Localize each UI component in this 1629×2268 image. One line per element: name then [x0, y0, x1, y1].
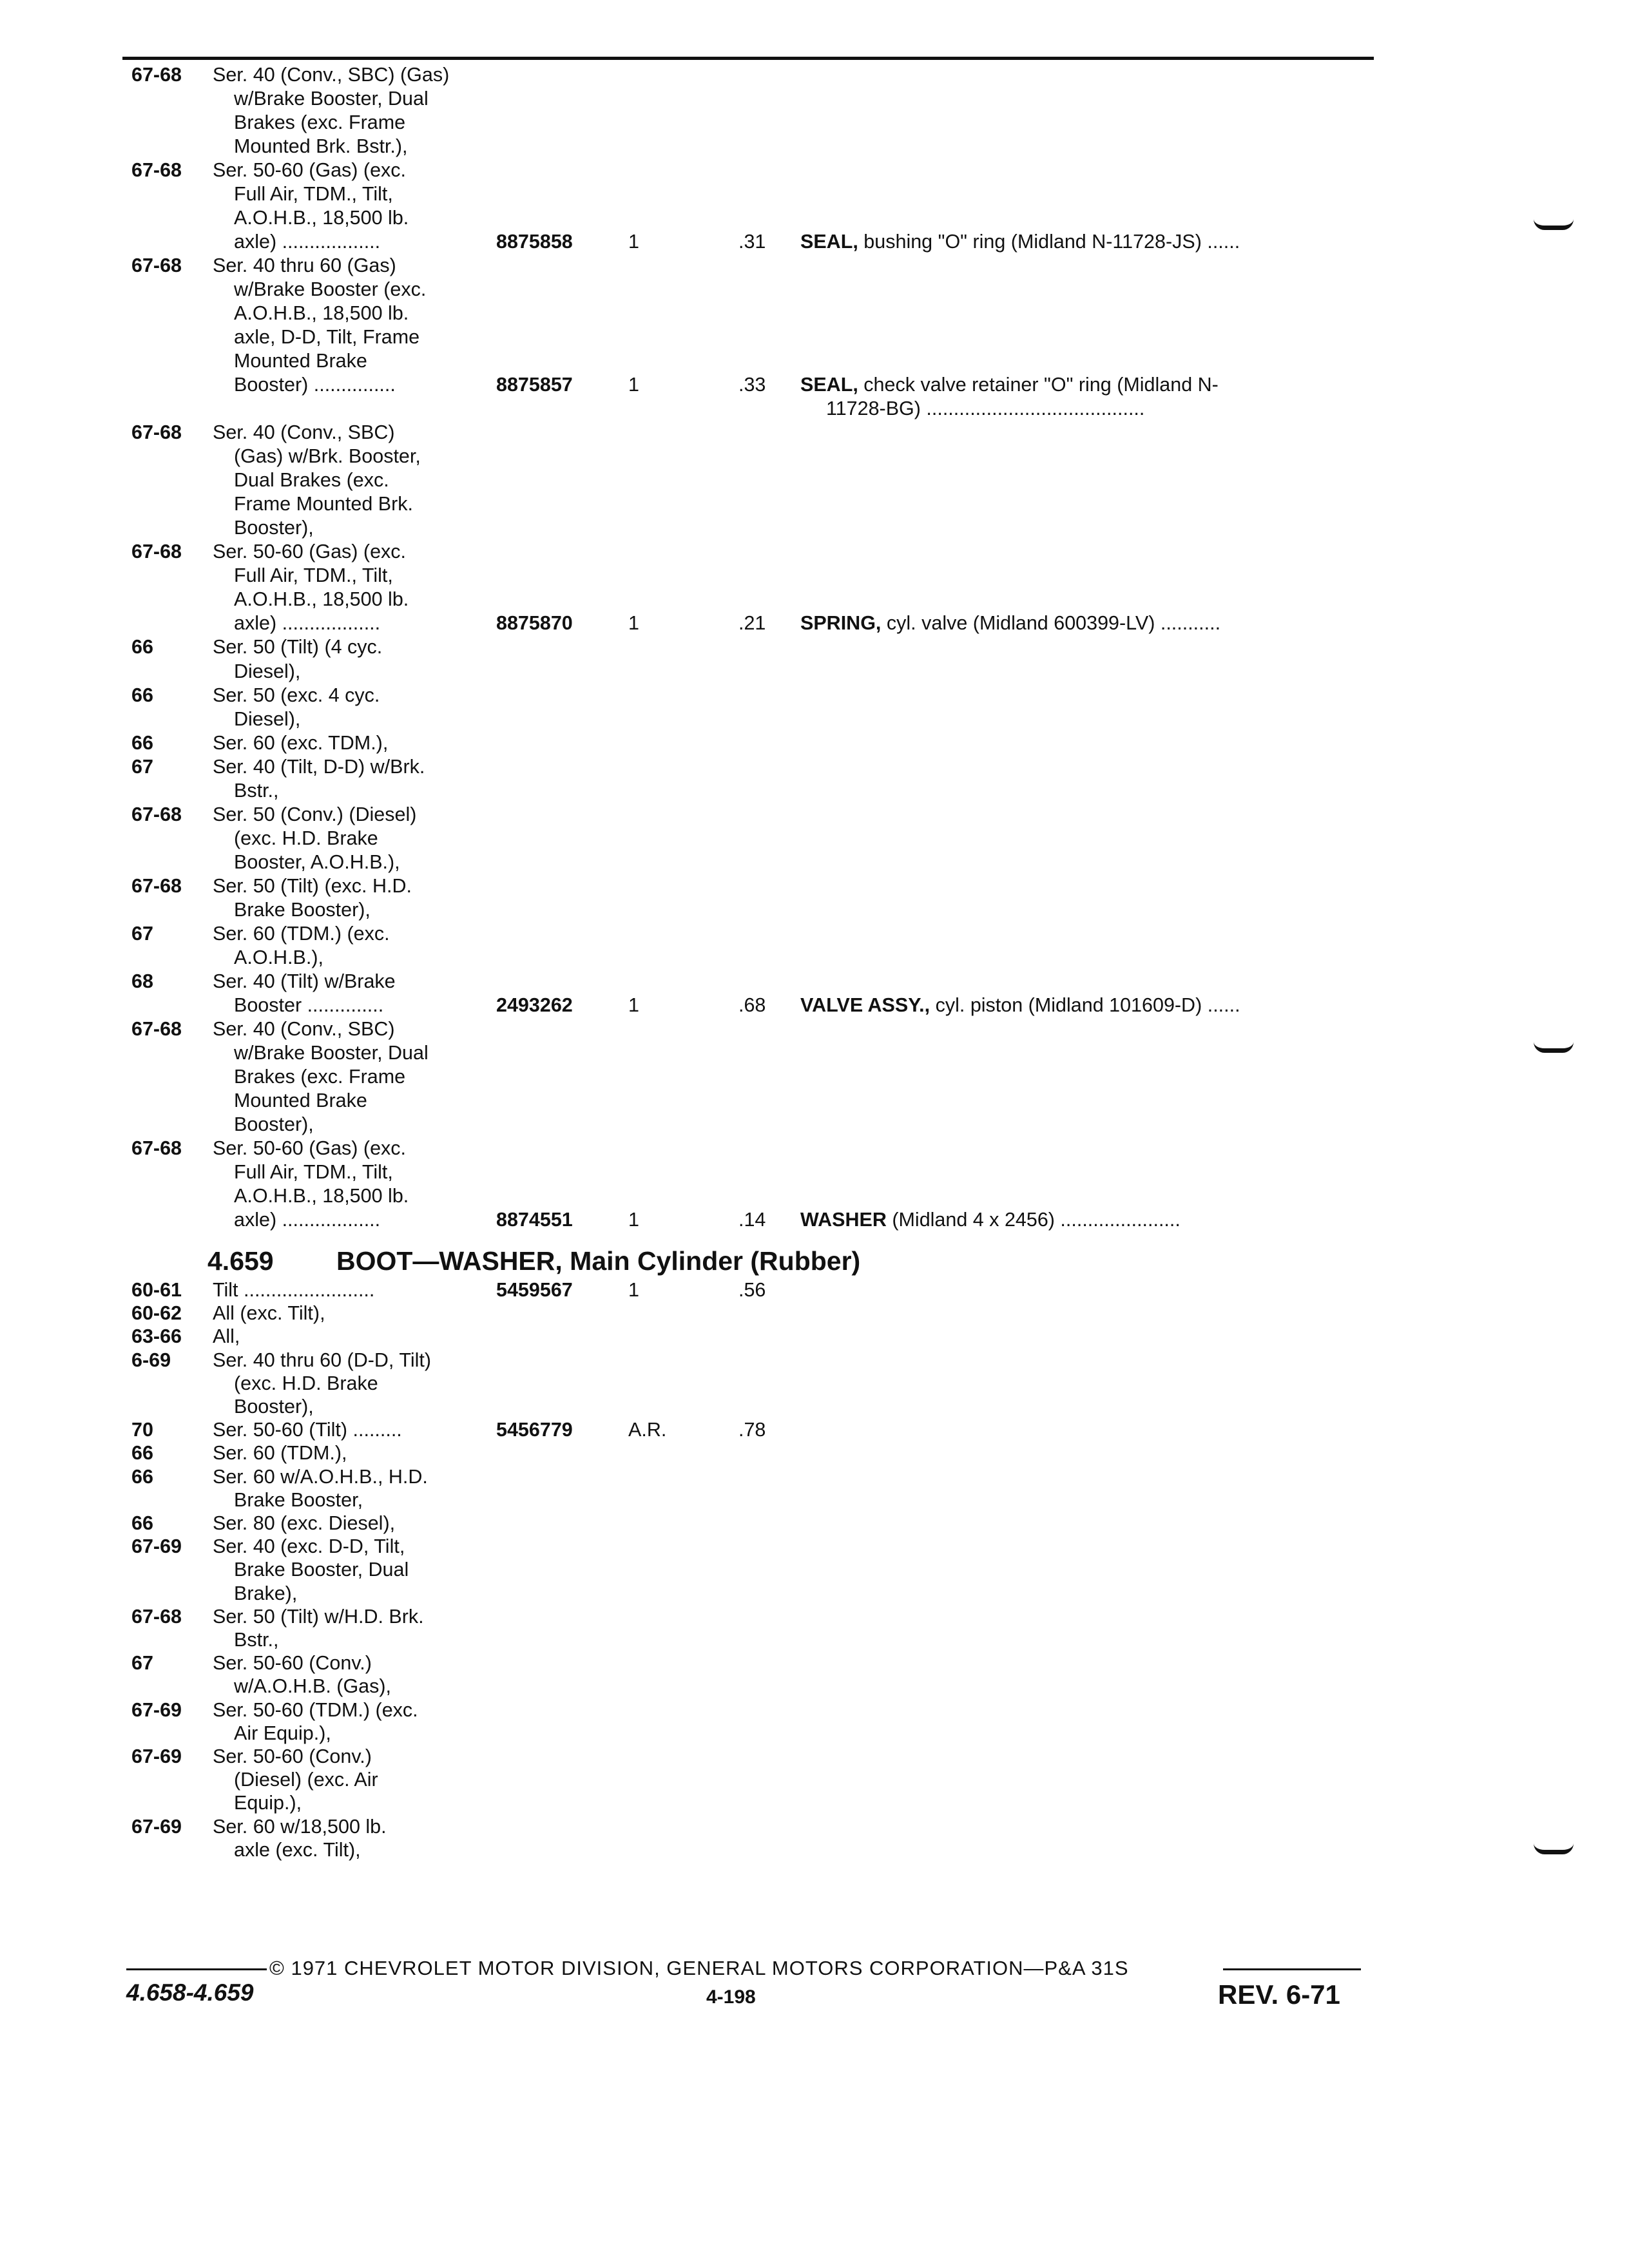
- list-row: [0, 1302, 1418, 1325]
- part-number: 8875858: [496, 231, 573, 253]
- application-text: (Gas) w/Brk. Booster,: [234, 445, 421, 468]
- quantity: 1: [628, 1279, 639, 1301]
- application-text: Ser. 50-60 (TDM.) (exc.: [213, 1698, 418, 1721]
- application-text: Ser. 80 (exc. Diesel),: [213, 1512, 396, 1534]
- list-row: [0, 373, 1418, 397]
- application-text: (Diesel) (exc. Air: [234, 1769, 378, 1791]
- list-row: [0, 1137, 1418, 1160]
- binding-mark: [1534, 219, 1574, 230]
- application-text: A.O.H.B., 18,500 lb.: [234, 207, 409, 229]
- application-text: A.O.H.B.),: [234, 946, 323, 968]
- year-range: 67-68: [131, 159, 182, 182]
- part-name: SEAL,: [800, 231, 858, 253]
- application-text: Diesel),: [234, 660, 301, 682]
- year-range: 67-68: [131, 255, 182, 277]
- list-row: [0, 803, 1418, 827]
- list-row: [0, 325, 1418, 349]
- year-range: 67-69: [131, 1535, 182, 1558]
- application-text: Brake Booster),: [234, 898, 371, 921]
- part-description: [800, 230, 1240, 254]
- quantity: 1: [628, 1208, 639, 1231]
- list-row: [0, 1418, 1418, 1442]
- list-row: [0, 540, 1418, 564]
- year-range: 67: [131, 1652, 153, 1675]
- part-detail: cyl. piston (Midland 101609-D) ......: [930, 994, 1240, 1016]
- list-row: [0, 302, 1418, 325]
- part-name: VALVE ASSY.,: [800, 994, 930, 1016]
- part-description: [800, 1208, 1181, 1232]
- application-text: Brake),: [234, 1582, 298, 1604]
- application-text: Ser. 50-60 (Gas) (exc.: [213, 159, 407, 182]
- application-text: Ser. 40 (Conv., SBC): [213, 421, 395, 444]
- list-row: [0, 946, 1418, 970]
- list-row: [0, 1208, 1418, 1232]
- application-text: Bstr.,: [234, 779, 279, 802]
- list-row: [0, 1651, 1418, 1675]
- application-text: Ser. 50-60 (Tilt) .........: [213, 1419, 402, 1441]
- footer-rule-right: [1223, 1968, 1361, 1970]
- year-range: 66: [131, 731, 153, 754]
- application-text: Ser. 40 (Conv., SBC) (Gas): [213, 64, 450, 86]
- list-row: [0, 1745, 1418, 1769]
- footer-page-number: 4-198: [706, 1986, 756, 2008]
- list-row: [0, 349, 1418, 373]
- application-text: Ser. 40 (Tilt, D-D) w/Brk.: [213, 755, 425, 778]
- part-number: 5456779: [496, 1419, 573, 1441]
- year-range: 67-68: [131, 421, 182, 444]
- application-text: Ser. 50 (Tilt) (4 cyc.: [213, 636, 383, 658]
- year-range: 67-68: [131, 1605, 182, 1628]
- application-text: Dual Brakes (exc.: [234, 469, 389, 492]
- year-range: 6-69: [131, 1349, 171, 1371]
- application-text: Ser. 60 (TDM.),: [213, 1442, 347, 1465]
- list-row: [0, 588, 1418, 611]
- list-row: [0, 635, 1418, 659]
- list-row: [0, 1488, 1418, 1512]
- list-row: [0, 684, 1418, 707]
- part-number: 8875857: [496, 374, 573, 396]
- list-row: [0, 1041, 1418, 1065]
- list-row: [0, 492, 1418, 516]
- section-heading: [207, 1245, 860, 1277]
- year-range: 60-62: [131, 1302, 182, 1325]
- application-text: axle) ..................: [234, 231, 381, 253]
- part-detail: bushing "O" ring (Midland N-11728-JS) ......: [858, 231, 1240, 253]
- application-text: Ser. 60 w/A.O.H.B., H.D.: [213, 1465, 428, 1488]
- price: .14: [738, 1208, 766, 1231]
- application-text: Equip.),: [234, 1792, 302, 1814]
- year-range: 66: [131, 1465, 153, 1488]
- application-text: (exc. H.D. Brake: [234, 827, 378, 849]
- part-name: WASHER: [800, 1208, 887, 1231]
- year-range: 67-68: [131, 1017, 182, 1040]
- list-row: [0, 898, 1418, 922]
- part-number: 2493262: [496, 994, 573, 1016]
- application-text: Booster),: [234, 1113, 314, 1135]
- application-text: Ser. 50 (Tilt) w/H.D. Brk.: [213, 1605, 424, 1628]
- list-row: [0, 1815, 1418, 1839]
- part-name: SEAL,: [800, 374, 858, 396]
- quantity: 1: [628, 994, 639, 1016]
- application-text: Full Air, TDM., Tilt,: [234, 564, 393, 587]
- list-row: [0, 1372, 1418, 1396]
- application-text: Ser. 60 w/18,500 lb.: [213, 1815, 387, 1838]
- application-text: Ser. 60 (TDM.) (exc.: [213, 922, 390, 945]
- list-row: [0, 1160, 1418, 1184]
- section-title: BOOT—WASHER, Main Cylinder (Rubber): [336, 1246, 861, 1276]
- list-row: [0, 1184, 1418, 1208]
- part-detail: check valve retainer "O" ring (Midland N-: [858, 374, 1219, 396]
- year-range: 66: [131, 1442, 153, 1465]
- price: .33: [738, 374, 766, 396]
- application-text: All (exc. Tilt),: [213, 1302, 325, 1325]
- list-row: [0, 1838, 1418, 1862]
- footer-copyright: © 1971 CHEVROLET MOTOR DIVISION, GENERAL MOTORS CORPORATION—P&A 31S: [269, 1957, 1129, 1979]
- list-row: [0, 1325, 1418, 1349]
- application-text: w/Brake Booster (exc.: [234, 278, 427, 301]
- list-row: [0, 1441, 1418, 1465]
- list-row: [0, 87, 1418, 111]
- application-text: Ser. 50-60 (Gas) (exc.: [213, 1137, 407, 1159]
- list-row: [0, 1675, 1418, 1698]
- application-text: w/A.O.H.B. (Gas),: [234, 1675, 392, 1698]
- list-row: [0, 707, 1418, 731]
- list-row: [0, 206, 1418, 230]
- list-row: [0, 1558, 1418, 1582]
- year-range: 67-68: [131, 874, 182, 897]
- binding-mark: [1534, 1042, 1574, 1053]
- price: .68: [738, 994, 766, 1016]
- part-number: 5459567: [496, 1279, 573, 1301]
- year-range: 67-68: [131, 541, 182, 563]
- application-text: Ser. 60 (exc. TDM.),: [213, 731, 389, 754]
- application-text: Air Equip.),: [234, 1722, 331, 1744]
- year-range: 66: [131, 636, 153, 658]
- list-row: [0, 994, 1418, 1017]
- list-row: [0, 1017, 1418, 1041]
- list-row: [0, 827, 1418, 850]
- application-text: Brakes (exc. Frame: [234, 1065, 406, 1088]
- list-row: [0, 922, 1418, 946]
- part-name: SPRING,: [800, 612, 882, 635]
- section-number: 4.659: [207, 1246, 274, 1276]
- footer-revision: REV. 6-71: [1218, 1979, 1340, 2010]
- application-text: Tilt ........................: [213, 1279, 375, 1301]
- application-text: Diesel),: [234, 707, 301, 730]
- application-text: Brakes (exc. Frame: [234, 111, 406, 134]
- list-row: [0, 1065, 1418, 1089]
- application-text: Ser. 50 (Tilt) (exc. H.D.: [213, 874, 412, 897]
- application-text: Ser. 40 thru 60 (D-D, Tilt): [213, 1349, 431, 1371]
- application-text: Ser. 50-60 (Conv.): [213, 1745, 372, 1767]
- application-text: All,: [213, 1325, 240, 1348]
- quantity: 1: [628, 231, 639, 253]
- quantity: 1: [628, 612, 639, 635]
- application-text: Mounted Brk. Bstr.),: [234, 135, 408, 158]
- year-range: 67-69: [131, 1745, 182, 1767]
- price: .21: [738, 612, 766, 635]
- list-row: [0, 1582, 1418, 1606]
- application-text: A.O.H.B., 18,500 lb.: [234, 1184, 409, 1207]
- application-text: Full Air, TDM., Tilt,: [234, 1160, 393, 1183]
- application-text: w/Brake Booster, Dual: [234, 1041, 429, 1064]
- list-row: [0, 1698, 1418, 1722]
- list-row: [0, 1605, 1418, 1629]
- list-row: [0, 421, 1418, 445]
- application-text: Ser. 40 (Tilt) w/Brake: [213, 970, 396, 992]
- binding-mark: [1534, 1843, 1574, 1854]
- application-text: Booster) ...............: [234, 374, 396, 396]
- application-text: Booster),: [234, 517, 314, 539]
- application-text: axle) ..................: [234, 612, 381, 635]
- application-text: axle) ..................: [234, 1208, 381, 1231]
- year-range: 63-66: [131, 1325, 182, 1348]
- application-text: Brake Booster, Dual: [234, 1559, 409, 1581]
- part-detail: cyl. valve (Midland 600399-LV) ...........: [881, 612, 1221, 635]
- quantity: A.R.: [628, 1419, 667, 1441]
- part-description-continued: 11728-BG) ........................................: [826, 398, 1145, 420]
- list-row: [0, 278, 1418, 302]
- application-text: Ser. 50-60 (Gas) (exc.: [213, 541, 407, 563]
- application-text: Full Air, TDM., Tilt,: [234, 183, 393, 206]
- year-range: 66: [131, 1512, 153, 1534]
- list-row: [0, 1535, 1418, 1559]
- list-row: [0, 731, 1418, 755]
- list-row: [0, 135, 1418, 159]
- top-rule: [122, 57, 1374, 60]
- list-row: [0, 1113, 1418, 1137]
- list-row: [0, 1628, 1418, 1652]
- part-number: 8874551: [496, 1208, 573, 1231]
- application-text: Booster),: [234, 1396, 314, 1418]
- application-text: Brake Booster,: [234, 1488, 363, 1511]
- footer-rule-left: [126, 1968, 267, 1970]
- year-range: 67-68: [131, 64, 182, 86]
- year-range: 67: [131, 922, 153, 945]
- year-range: 67: [131, 755, 153, 778]
- application-text: w/Brake Booster, Dual: [234, 88, 429, 110]
- list-row: [0, 1089, 1418, 1113]
- list-row: [0, 254, 1418, 278]
- list-row: [0, 755, 1418, 779]
- list-row: [0, 1768, 1418, 1792]
- year-range: 66: [131, 684, 153, 706]
- year-range: 60-61: [131, 1279, 182, 1301]
- application-text: Booster ..............: [234, 994, 384, 1016]
- application-text: Ser. 50-60 (Conv.): [213, 1652, 372, 1675]
- part-number: 8875870: [496, 612, 573, 635]
- list-row: [0, 445, 1418, 468]
- list-row: [0, 1791, 1418, 1815]
- list-row: [0, 63, 1418, 87]
- application-text: Ser. 50 (Conv.) (Diesel): [213, 803, 417, 825]
- part-description: [800, 611, 1220, 635]
- list-row: [0, 874, 1418, 898]
- year-range: 67-69: [131, 1698, 182, 1721]
- application-text: Booster, A.O.H.B.),: [234, 850, 400, 873]
- year-range: 67-69: [131, 1815, 182, 1838]
- application-text: Ser. 40 thru 60 (Gas): [213, 255, 396, 277]
- footer-group-range: 4.658-4.659: [126, 1979, 254, 2006]
- price: .56: [738, 1279, 766, 1301]
- list-row: [0, 850, 1418, 874]
- list-row: [0, 111, 1418, 135]
- application-text: A.O.H.B., 18,500 lb.: [234, 302, 409, 325]
- application-text: Frame Mounted Brk.: [234, 493, 413, 515]
- list-row: [0, 468, 1418, 492]
- part-description: [800, 994, 1240, 1017]
- list-row: [0, 230, 1418, 254]
- list-row: [0, 182, 1418, 206]
- price: .31: [738, 231, 766, 253]
- year-range: 67-68: [131, 803, 182, 825]
- list-row: [0, 516, 1418, 540]
- list-row: [0, 1349, 1418, 1372]
- list-row: [0, 970, 1418, 994]
- part-description: [800, 373, 1219, 397]
- quantity: 1: [628, 374, 639, 396]
- part-detail: (Midland 4 x 2456) ......................: [886, 1208, 1181, 1231]
- application-text: A.O.H.B., 18,500 lb.: [234, 588, 409, 611]
- application-text: Ser. 40 (exc. D-D, Tilt,: [213, 1535, 405, 1558]
- year-range: 70: [131, 1419, 153, 1441]
- price: .78: [738, 1419, 766, 1441]
- list-row: [0, 1278, 1418, 1302]
- application-text: Ser. 50 (exc. 4 cyc.: [213, 684, 380, 706]
- list-row: [0, 1512, 1418, 1535]
- list-row: [0, 660, 1418, 684]
- application-text: axle, D-D, Tilt, Frame: [234, 326, 420, 349]
- application-text: Ser. 40 (Conv., SBC): [213, 1017, 395, 1040]
- list-row: [0, 1722, 1418, 1745]
- list-row: [0, 779, 1418, 803]
- application-text: Bstr.,: [234, 1629, 279, 1651]
- list-row: [0, 1465, 1418, 1489]
- list-row: [0, 611, 1418, 635]
- year-range: 68: [131, 970, 153, 992]
- application-text: axle (exc. Tilt),: [234, 1838, 361, 1861]
- application-text: Mounted Brake: [234, 350, 367, 372]
- year-range: 67-68: [131, 1137, 182, 1159]
- list-row: [0, 1395, 1418, 1419]
- list-row: [0, 159, 1418, 182]
- list-row: [0, 564, 1418, 588]
- application-text: Mounted Brake: [234, 1089, 367, 1111]
- list-row: [0, 397, 1418, 421]
- application-text: (exc. H.D. Brake: [234, 1372, 378, 1394]
